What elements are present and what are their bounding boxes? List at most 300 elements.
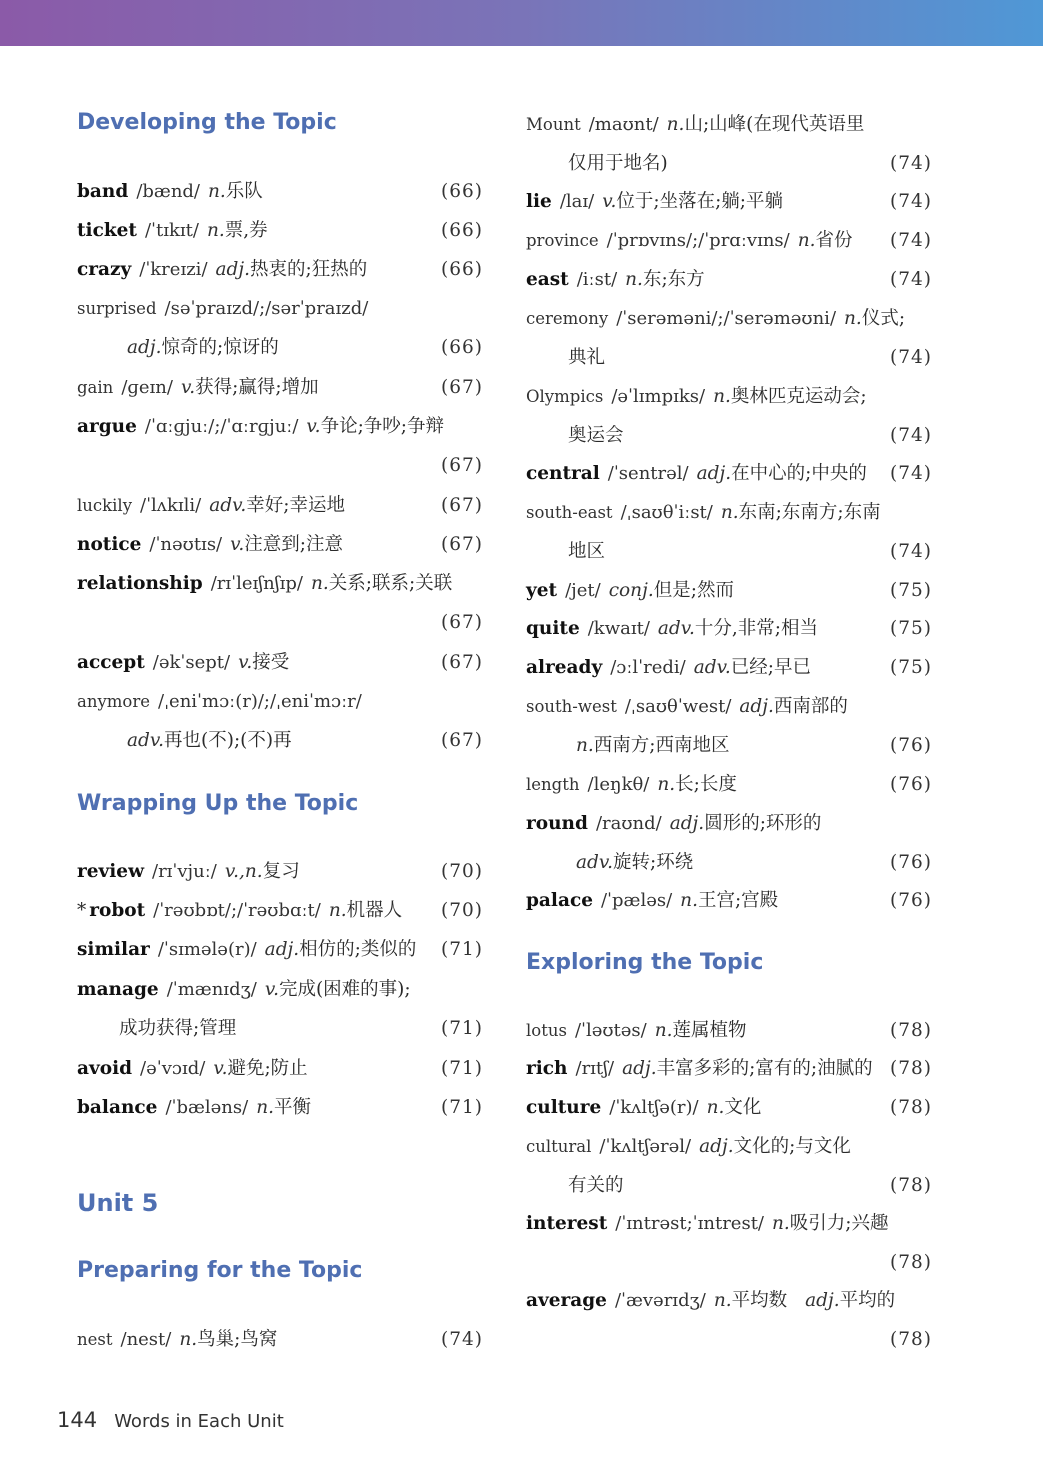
entry-line (526, 1204, 932, 1243)
page-reference: (74) (890, 230, 932, 251)
section-heading: Preparing for the Topic (77, 1258, 363, 1283)
page-reference: (66) (441, 259, 483, 280)
headword: relationship (77, 573, 203, 594)
headword: argue (77, 416, 137, 437)
entry-line (77, 1088, 483, 1127)
part-of-speech: n. (666, 114, 685, 135)
vocab-entry (77, 643, 483, 682)
phonetic: /ˈserəməni/;/ˈserəməʊni/ (616, 308, 837, 329)
entry-line (526, 105, 932, 144)
part-of-speech: n. (256, 1097, 274, 1118)
definition: 仅用于地名) (568, 153, 668, 174)
definition: 位于;坐落在;躺;平躺 (616, 191, 784, 212)
headword: ceremony (526, 309, 609, 328)
page-reference: (75) (890, 657, 932, 678)
headword: cultural (526, 1137, 592, 1156)
page-reference: (76) (890, 890, 932, 911)
headword: gain (77, 378, 114, 397)
entry-line (77, 891, 483, 930)
headword: accept (77, 652, 145, 673)
entry-line (526, 609, 932, 648)
headword: Mount (526, 115, 581, 134)
entry-line (526, 221, 932, 260)
entry-line (526, 454, 932, 493)
page-reference: (78) (890, 1058, 932, 1079)
vocab-entry (77, 930, 483, 969)
part-of-speech: adv. (693, 657, 731, 678)
entry-line (526, 377, 932, 416)
asterisk-mark: * (77, 900, 87, 921)
headword: round (526, 813, 588, 834)
part-of-speech: n. (706, 1097, 725, 1118)
vocab-entry (526, 881, 932, 920)
part-of-speech: adj. (127, 337, 162, 358)
definition: 幸好;幸运地 (246, 495, 345, 516)
entry-continuation (526, 416, 932, 455)
phonetic: /ˌsaʊθˈwest/ (624, 696, 732, 717)
definition: 丰富多彩的;富有的;油腻的 (656, 1058, 873, 1079)
headword: central (526, 463, 600, 484)
vocab-entry (526, 454, 932, 493)
vocab-entry (526, 377, 932, 455)
part-of-speech: n. (208, 181, 226, 202)
part-of-speech: v.,n. (224, 861, 263, 882)
definition: 省份 (815, 230, 853, 251)
page-reference: (71) (441, 1058, 483, 1079)
unit-title: Unit 5 (77, 1189, 159, 1217)
section-heading: Exploring the Topic (526, 950, 764, 975)
definition: 王宫;宫殿 (697, 890, 779, 911)
headword: luckily (77, 496, 133, 515)
vocab-entry (526, 299, 932, 377)
definition: 地区 (568, 541, 606, 562)
entry-line (526, 182, 932, 221)
definition: 接受 (252, 652, 290, 673)
section-heading: Wrapping Up the Topic (77, 791, 359, 816)
part-of-speech: adj. (622, 1058, 657, 1079)
part-of-speech: adj. (699, 1136, 734, 1157)
entry-line (77, 172, 483, 211)
part-of-speech: n. (654, 1020, 673, 1041)
part-of-speech: v. (213, 1058, 228, 1079)
definition: 相仿的;类似的 (299, 939, 417, 960)
entry-line (77, 643, 483, 682)
headword: crazy (77, 259, 132, 280)
vocab-entry (77, 1088, 483, 1127)
definition: 鸟巢;鸟窝 (197, 1329, 278, 1350)
entry-line (526, 1281, 932, 1320)
part-of-speech: n. (576, 735, 594, 756)
vocab-entry (526, 260, 932, 299)
page-reference: (67) (441, 377, 483, 398)
entry-continuation (526, 144, 932, 183)
page-reference: (67) (441, 730, 483, 751)
part-of-speech: adv. (127, 730, 165, 751)
phonetic: /jet/ (565, 580, 601, 601)
phonetic: /ɡeɪn/ (121, 377, 173, 398)
phonetic: /ˈtɪkɪt/ (144, 220, 199, 241)
page-reference: (67) (441, 652, 483, 673)
definition: 机器人 (346, 900, 403, 921)
definition: 圆形的;环形的 (704, 813, 822, 834)
vocab-entry (526, 687, 932, 765)
phonetic: /səˈpraɪzd/;/sərˈpraɪzd/ (164, 298, 369, 319)
section-heading: Developing the Topic (77, 110, 337, 135)
entry-line (526, 493, 932, 532)
entry-line (77, 289, 483, 328)
phonetic: /rɪtʃ/ (575, 1058, 615, 1079)
page-reference: (66) (441, 220, 483, 241)
headword: anymore (77, 692, 151, 711)
phonetic: /raʊnd/ (595, 813, 662, 834)
definition: 惊奇的;惊讶的 (161, 337, 279, 358)
headword: similar (77, 939, 150, 960)
phonetic: /əˈvɔɪd/ (140, 1058, 206, 1079)
part-of-speech: adv. (209, 495, 247, 516)
definition: 避免;防止 (227, 1058, 308, 1079)
phonetic: /ˈkʌltʃə(r)/ (609, 1097, 699, 1118)
page-reference: (75) (890, 618, 932, 639)
headword: Olympics (526, 387, 604, 406)
phonetic: /rɪˈvjuː/ (152, 861, 217, 882)
page-reference: (78) (890, 1097, 932, 1118)
page-reference: (76) (890, 735, 932, 756)
phonetic: /ˈprɒvɪns/;/ˈprɑːvɪns/ (606, 230, 790, 251)
vocab-entry (77, 525, 483, 564)
phonetic: /bænd/ (136, 181, 200, 202)
part-of-speech: n. (657, 774, 676, 795)
part-of-speech: v. (180, 377, 196, 398)
vocab-entry (526, 765, 932, 804)
phonetic: /ˈkʌltʃərəl/ (599, 1136, 692, 1157)
entry-line (77, 682, 483, 721)
headword: culture (526, 1097, 602, 1118)
entry-continuation (77, 721, 483, 760)
definition: 热衷的;狂热的 (250, 259, 368, 280)
page-reference: (74) (890, 541, 932, 562)
part-of-speech: n. (713, 1290, 732, 1311)
entry-page-line (77, 603, 483, 642)
vocab-entry (77, 407, 483, 485)
definition: 关系;联系;关联 (328, 573, 453, 594)
headword: south-east (526, 503, 613, 522)
phonetic: /ˈɑːɡjuː/;/ˈɑːrɡjuː/ (144, 416, 299, 437)
vocab-entry (77, 682, 483, 760)
phonetic: /leŋkθ/ (587, 774, 650, 795)
headword: lotus (526, 1021, 567, 1040)
vocab-entry (526, 609, 932, 648)
page-footer (57, 1405, 284, 1435)
headword: quite (526, 618, 580, 639)
phonetic: /ˈpæləs/ (600, 890, 673, 911)
vocab-entry (526, 221, 932, 260)
definition: 争论;争吵;争辩 (320, 416, 445, 437)
headword: province (526, 231, 599, 250)
part-of-speech: n. (625, 269, 643, 290)
page-reference: (74) (890, 191, 932, 212)
part-of-speech: conj. (608, 580, 654, 601)
vocab-entry (526, 1011, 932, 1050)
entry-line (526, 1011, 932, 1050)
phonetic: /ˈrəʊbɒt/;/ˈrəʊbɑːt/ (153, 900, 321, 921)
definition: 文化 (724, 1097, 762, 1118)
vocab-entry (526, 571, 932, 610)
page-reference: (71) (441, 1018, 483, 1039)
part-of-speech: v. (238, 652, 253, 673)
entry-line (77, 930, 483, 969)
definition: 平均的 (839, 1290, 896, 1311)
entry-line (526, 804, 932, 843)
vocab-entry (77, 211, 483, 250)
part-of-speech: adj. (215, 259, 251, 280)
page-reference: (78) (890, 1329, 932, 1350)
page-reference: (67) (441, 612, 483, 633)
page-reference: (78) (890, 1252, 932, 1273)
page-reference: (71) (441, 939, 483, 960)
headword: surprised (77, 299, 157, 318)
vocab-entry (77, 172, 483, 211)
vocab-entry (77, 250, 483, 289)
page-reference: (74) (890, 463, 932, 484)
part-of-speech: adj. (669, 813, 705, 834)
part-of-speech: v. (264, 979, 279, 1000)
entry-line (526, 571, 932, 610)
headword: length (526, 775, 580, 794)
entry-line (77, 564, 483, 603)
headword: palace (526, 890, 593, 911)
phonetic: /ˈləʊtəs/ (574, 1020, 647, 1041)
part-of-speech: v. (602, 191, 617, 212)
page-reference: (74) (890, 269, 932, 290)
page-reference: (74) (890, 347, 932, 368)
phonetic: /ˈlʌkɪli/ (140, 495, 202, 516)
entry-line (77, 525, 483, 564)
entry-page-line (77, 446, 483, 485)
entry-continuation (526, 726, 932, 765)
entry-line (526, 648, 932, 687)
phonetic: /ˈmænɪdʒ/ (166, 979, 257, 1000)
part-of-speech: n. (720, 502, 739, 523)
entry-page-line (526, 1243, 932, 1282)
part-of-speech: n. (797, 230, 816, 251)
definition: 已经;早已 (730, 657, 811, 678)
definition: 长;长度 (675, 774, 737, 795)
entry-continuation (526, 1166, 932, 1205)
phonetic: /ˌeniˈmɔː(r)/;/ˌeniˈmɔːr/ (158, 691, 362, 712)
entry-line (77, 970, 483, 1009)
phonetic: /laɪ/ (559, 191, 595, 212)
headword: already (526, 657, 603, 678)
phonetic: /rɪˈleɪʃnʃɪp/ (210, 573, 303, 594)
part-of-speech: n. (713, 386, 731, 407)
phonetic: /kwaɪt/ (587, 618, 650, 639)
definition: 仪式; (861, 308, 906, 329)
headword: review (77, 861, 144, 882)
headword: lie (526, 191, 552, 212)
phonetic: /nest/ (120, 1329, 172, 1350)
entry-line (526, 299, 932, 338)
entry-line (526, 1088, 932, 1127)
headword: robot (89, 900, 146, 921)
entry-line (526, 765, 932, 804)
vocab-entry (526, 105, 932, 183)
phonetic: /ˈkreɪzi/ (139, 259, 208, 280)
vocab-entry (526, 182, 932, 221)
vocab-entry (526, 1049, 932, 1088)
headword: south-west (526, 697, 617, 716)
part-of-speech: n. (206, 220, 225, 241)
headword: interest (526, 1213, 608, 1234)
part-of-speech: n. (328, 900, 347, 921)
page-reference: (74) (441, 1329, 483, 1350)
part-of-speech: n. (680, 890, 698, 911)
page-reference: (67) (441, 534, 483, 555)
entry-line (77, 407, 483, 446)
page-reference: (76) (890, 774, 932, 795)
entry-continuation (526, 532, 932, 571)
headword: notice (77, 534, 142, 555)
phonetic: /ˈnəʊtɪs/ (149, 534, 223, 555)
entry-line (77, 1320, 483, 1359)
part-of-speech: n. (179, 1329, 198, 1350)
page-reference: (74) (890, 425, 932, 446)
definition: 西南部的 (773, 696, 848, 717)
definition: 再也(不);(不)再 (164, 730, 292, 751)
vocab-entry (77, 564, 483, 642)
phonetic: /ˈævərɪdʒ/ (614, 1290, 706, 1311)
page-reference: (70) (441, 861, 483, 882)
definition: 文化的;与文化 (733, 1136, 851, 1157)
definition: 有关的 (568, 1175, 624, 1196)
headword: east (526, 269, 569, 290)
vocab-entry (526, 648, 932, 687)
entry-line (526, 1127, 932, 1166)
definition: 山;山峰(在现代英语里 (684, 114, 865, 135)
page-reference: (67) (441, 455, 483, 476)
page-reference: (78) (890, 1175, 932, 1196)
entry-continuation (526, 338, 932, 377)
vocab-entry (526, 1127, 932, 1205)
phonetic: /ˈsɪmələ(r)/ (157, 939, 257, 960)
vocab-entry (77, 891, 483, 930)
definition: 十分,非常;相当 (694, 618, 819, 639)
vocab-entry (526, 493, 932, 571)
definition: 奥运会 (568, 425, 624, 446)
page-reference: (70) (441, 900, 483, 921)
headword: yet (526, 580, 558, 601)
entry-line (526, 687, 932, 726)
entry-continuation (77, 1009, 483, 1048)
page-reference: (71) (441, 1097, 483, 1118)
definition: 东;东方 (642, 269, 705, 290)
entry-line (526, 1049, 932, 1088)
part-of-speech: adj. (264, 939, 300, 960)
headword: avoid (77, 1058, 133, 1079)
vocab-entry (77, 1320, 483, 1359)
entry-continuation (77, 328, 483, 367)
entry-line (77, 1049, 483, 1088)
vocab-entry (526, 1088, 932, 1127)
definition: 乐队 (225, 181, 263, 202)
entry-line (526, 881, 932, 920)
entry-line (526, 260, 932, 299)
phonetic: /ɔːlˈredi/ (610, 657, 686, 678)
definition: 典礼 (568, 347, 606, 368)
top-gradient-bar (0, 0, 1043, 46)
definition: 东南;东南方;东南 (738, 502, 881, 523)
page-reference: (74) (890, 153, 932, 174)
phonetic: /maʊnt/ (588, 114, 659, 135)
entry-continuation (526, 843, 932, 882)
definition: 西南方;西南地区 (593, 735, 730, 756)
entry-line (77, 852, 483, 891)
part-of-speech: adj. (696, 463, 732, 484)
page-reference: (75) (890, 580, 932, 601)
entry-line (77, 368, 483, 407)
part-of-speech: v. (306, 416, 321, 437)
part-of-speech: adj. (739, 696, 774, 717)
definition: 平衡 (274, 1097, 312, 1118)
phonetic: /ˈbæləns/ (165, 1097, 249, 1118)
entry-line (77, 250, 483, 289)
headword: band (77, 181, 129, 202)
page-reference: (66) (441, 337, 483, 358)
phonetic: /ˈsentrəl/ (607, 463, 689, 484)
entry-page-line (526, 1320, 932, 1359)
headword: average (526, 1290, 607, 1311)
vocab-entry (77, 368, 483, 407)
part-of-speech: adj. (805, 1290, 840, 1311)
phonetic: /ˌsaʊθˈiːst/ (620, 502, 713, 523)
phonetic: /əˈlɪmpɪks/ (611, 386, 706, 407)
page-reference: (76) (890, 852, 932, 873)
definition: 旋转;环绕 (613, 852, 694, 873)
vocab-entry (77, 852, 483, 891)
definition: 获得;赢得;增加 (195, 377, 319, 398)
headword: nest (77, 1330, 113, 1349)
part-of-speech: n. (844, 308, 862, 329)
headword: manage (77, 979, 159, 1000)
definition: 吸引力;兴趣 (789, 1213, 889, 1234)
headword: balance (77, 1097, 158, 1118)
vocab-entry (526, 804, 932, 882)
page-number: 144 (57, 1408, 98, 1432)
vocab-entry (526, 1281, 932, 1359)
footer-title: Words in Each Unit (114, 1411, 284, 1432)
page-reference: (66) (441, 181, 483, 202)
definition: 莲属植物 (672, 1020, 747, 1041)
definition: 在中心的;中央的 (731, 463, 867, 484)
phonetic: /iːst/ (576, 269, 618, 290)
vocab-entry (77, 486, 483, 525)
definition: 奥林匹克运动会; (730, 386, 867, 407)
part-of-speech: n. (772, 1213, 790, 1234)
part-of-speech: adv. (576, 852, 614, 873)
phonetic: /ˈɪntrəst;ˈɪntrest/ (615, 1213, 764, 1234)
entry-line (77, 486, 483, 525)
part-of-speech: n. (310, 573, 329, 594)
definition: 完成(困难的事); (278, 979, 411, 1000)
vocab-entry (77, 289, 483, 367)
phonetic: /əkˈsept/ (152, 652, 231, 673)
entry-line (77, 211, 483, 250)
page-reference: (67) (441, 495, 483, 516)
vocab-entry (77, 970, 483, 1048)
part-of-speech: adv. (657, 618, 695, 639)
definition: 票,券 (224, 220, 268, 241)
definition: 成功获得;管理 (119, 1018, 237, 1039)
page-reference: (78) (890, 1020, 932, 1041)
